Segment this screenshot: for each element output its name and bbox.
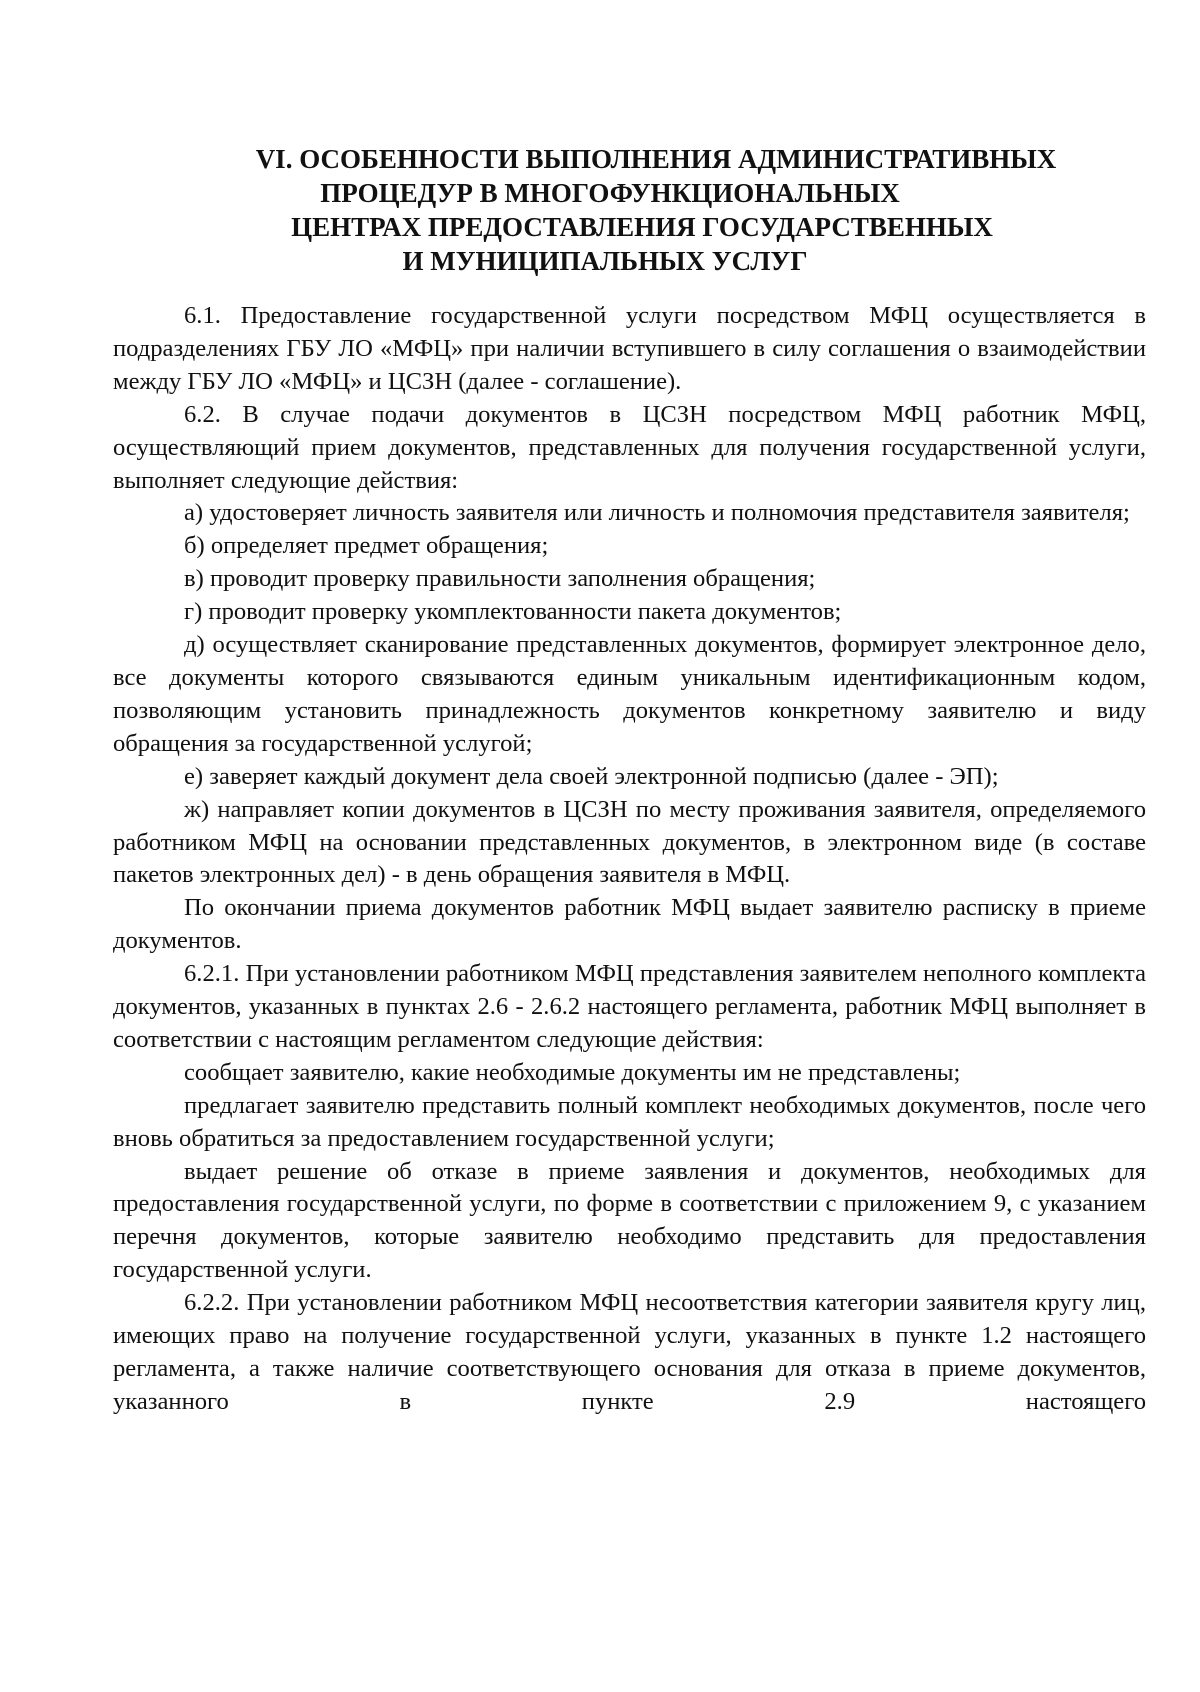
list-item-b: б) определяет предмет обращения;: [184, 532, 549, 560]
heading-line: ПРОЦЕДУР В МНОГОФУНКЦИОНАЛЬНЫХ: [320, 178, 900, 208]
heading-line: VI. ОСОБЕННОСТИ ВЫПОЛНЕНИЯ АДМИНИСТРАТИВНЫХ: [255, 144, 1057, 174]
action-inform: сообщает заявителю, какие необходимые документы им не представлены;: [184, 1058, 961, 1086]
section-heading: [0, 142, 1200, 278]
paragraph-6-1: 6.1. Предоставление государственной услуги посредством МФЦ осуществляется в подразделениях ГБУ ЛО «МФЦ» при наличии вступившего в силу соглашения о взаимодействии между ГБУ ЛО «МФЦ» и ЦСЗН (далее - соглашение).: [113, 302, 1146, 395]
list-item-e: е) заверяет каждый документ дела своей электронной подписью (далее - ЭП);: [184, 762, 999, 790]
paragraph-6-2: 6.2. В случае подачи документов в ЦСЗН посредством МФЦ работник МФЦ, осуществляющий прием документов, представленных для получения государственной услуги, выполняет следующие действия:: [113, 400, 1146, 494]
list-item-g: г) проводит проверку укомплектованности пакета документов;: [184, 598, 842, 626]
document-body: [113, 300, 1146, 1419]
paragraph-6-2-2: 6.2.2. При установлении работником МФЦ несоответствия категории заявителя кругу лиц, имеющих право на получение государственной услуги, указанных в пункте 1.2 настоящего регламента, а также наличие соответствующего основания для отказа в приеме документов, указанного в пункте 2.9 настоящего: [113, 1289, 1146, 1415]
heading-line: ЦЕНТРАХ ПРЕДОСТАВЛЕНИЯ ГОСУДАРСТВЕННЫХ: [291, 212, 993, 242]
action-offer: предлагает заявителю представить полный комплект необходимых документов, после чего вновь обратиться за предоставлением государственной услуги;: [113, 1091, 1146, 1152]
list-item-d: д) осуществляет сканирование представленных документов, формирует электронное дело, все документы которого связываются единым уникальным идентификационным кодом, позволяющим установить принадлежность документов конкретному заявителю и виду обращения за государственной услугой;: [113, 631, 1146, 757]
list-item-zh: ж) направляет копии документов в ЦСЗН по месту проживания заявителя, определяемого работником МФЦ на основании представленных документов, в электронном виде (в составе пакетов электронных дел) - в день обращения заявителя в МФЦ.: [113, 795, 1146, 889]
list-item-v: в) проводит проверку правильности заполнения обращения;: [184, 565, 816, 593]
list-item-a: а) удостоверяет личность заявителя или личность и полномочия представителя заявителя;: [184, 499, 1130, 527]
paragraph-6-2-1: 6.2.1. При установлении работником МФЦ представления заявителем неполного комплекта документов, указанных в пунктах 2.6 - 2.6.2 настоящего регламента, работник МФЦ выполняет в соответствии с настоящим регламентом следующие действия:: [113, 960, 1146, 1053]
paragraph-receipt: По окончании приема документов работник МФЦ выдает заявителю расписку в приеме документов.: [113, 894, 1146, 955]
heading-line: И МУНИЦИПАЛЬНЫХ УСЛУГ: [402, 246, 808, 276]
action-refusal: выдает решение об отказе в приеме заявления и документов, необходимых для предоставления государственной услуги, по форме в соответствии с приложением 9, с указанием перечня документов, которые заявителю необходимо представить для предоставления государственной услуги.: [113, 1157, 1146, 1284]
